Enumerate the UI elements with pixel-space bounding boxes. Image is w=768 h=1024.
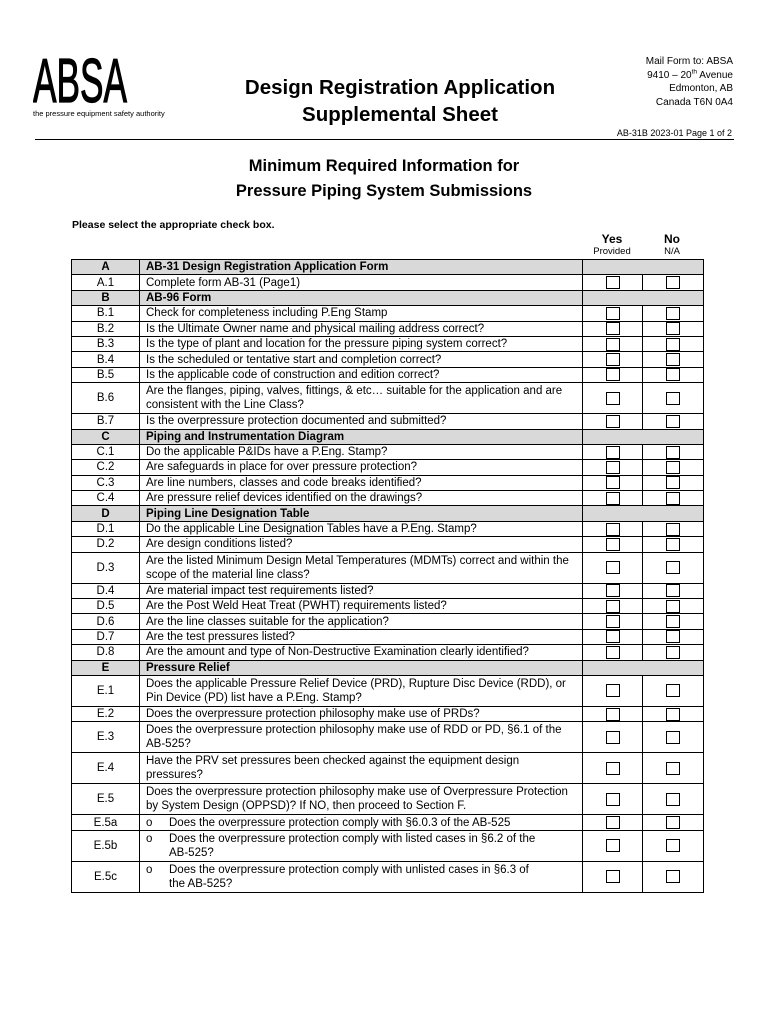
yes-cell [583, 383, 643, 414]
yes-checkbox[interactable] [606, 600, 620, 613]
no-checkbox[interactable] [666, 415, 680, 428]
item-code: E.2 [72, 706, 140, 721]
checklist-row [72, 675, 704, 706]
yes-checkbox[interactable] [606, 276, 620, 289]
item-text: Are line numbers, classes and code breaks identified? [140, 475, 583, 490]
item-text: Complete form AB-31 (Page1) [140, 275, 583, 290]
item-code: C.2 [72, 460, 140, 475]
item-text: Are design conditions listed? [140, 537, 583, 552]
yes-cell [583, 321, 643, 336]
no-cell [643, 552, 704, 583]
yes-cell [583, 722, 643, 753]
section-filler [583, 429, 704, 444]
yes-cell [583, 552, 643, 583]
page-title: Design Registration Application Supplemental Sheet [244, 76, 556, 126]
section-title: Piping Line Designation Table [140, 506, 583, 521]
item-code: D.4 [72, 583, 140, 598]
bullet-icon: o [146, 816, 153, 829]
checklist-row [72, 491, 704, 506]
no-cell [643, 830, 704, 861]
item-code: D.8 [72, 645, 140, 660]
section-header-row [72, 506, 704, 521]
item-code: C.1 [72, 444, 140, 459]
yes-checkbox[interactable] [606, 307, 620, 320]
yes-checkbox[interactable] [606, 708, 620, 721]
no-cell [643, 753, 704, 784]
checklist-row [72, 306, 704, 321]
no-checkbox[interactable] [666, 446, 680, 459]
yes-cell [583, 367, 643, 382]
yes-checkbox[interactable] [606, 870, 620, 883]
item-code: B.1 [72, 306, 140, 321]
no-cell [643, 722, 704, 753]
no-checkbox[interactable] [666, 492, 680, 505]
item-code: E.3 [72, 722, 140, 753]
no-cell [643, 460, 704, 475]
item-text: Is the scheduled or tentative start and completion correct? [140, 352, 583, 367]
no-cell [643, 521, 704, 536]
yes-cell [583, 460, 643, 475]
checklist-row [72, 614, 704, 629]
no-column-header: No N/A [664, 232, 680, 257]
item-text: o Does the overpressure protection comply with unlisted cases in §6.3 of the AB-525? [140, 861, 583, 892]
yes-cell [583, 444, 643, 459]
yes-cell [583, 275, 643, 290]
section-code: D [72, 506, 140, 521]
item-code: E.5c [72, 861, 140, 892]
yes-column-header: Yes Provided [593, 232, 631, 257]
checklist-row [72, 599, 704, 614]
no-checkbox[interactable] [666, 276, 680, 289]
no-checkbox[interactable] [666, 368, 680, 381]
no-checkbox[interactable] [666, 561, 680, 574]
no-checkbox[interactable] [666, 322, 680, 335]
yes-cell [583, 491, 643, 506]
item-text: Are the line classes suitable for the application? [140, 614, 583, 629]
checklist-row [72, 722, 704, 753]
item-text: Have the PRV set pressures been checked against the equipment design pressures? [140, 753, 583, 784]
no-checkbox[interactable] [666, 762, 680, 775]
section-filler [583, 260, 704, 275]
yes-cell [583, 706, 643, 721]
item-code: C.4 [72, 491, 140, 506]
no-cell [643, 475, 704, 490]
checklist-row [72, 753, 704, 784]
no-checkbox[interactable] [666, 392, 680, 405]
yes-cell [583, 521, 643, 536]
item-code: D.3 [72, 552, 140, 583]
item-text: Are pressure relief devices identified on the drawings? [140, 491, 583, 506]
yes-cell [583, 645, 643, 660]
checklist-row [72, 815, 704, 830]
yes-cell [583, 599, 643, 614]
item-text: Do the applicable P&IDs have a P.Eng. Stamp? [140, 444, 583, 459]
checklist-row [72, 352, 704, 367]
item-code: B.6 [72, 383, 140, 414]
bullet-icon: o [146, 863, 153, 876]
item-text: o Does the overpressure protection comply with §6.0.3 of the AB-525 [140, 815, 583, 830]
item-text: Are material impact test requirements listed? [140, 583, 583, 598]
item-text: Are the flanges, piping, valves, fittings, & etc… suitable for the application and are consistent with the Line Class? [140, 383, 583, 414]
checklist-row [72, 414, 704, 429]
yes-cell [583, 675, 643, 706]
section-code: C [72, 429, 140, 444]
section-subtitle: Minimum Required Information for Pressure Piping System Submissions [235, 157, 533, 200]
yes-checkbox[interactable] [606, 762, 620, 775]
checklist-row [72, 784, 704, 815]
no-cell [643, 491, 704, 506]
section-title: AB-96 Form [140, 290, 583, 305]
no-cell [643, 599, 704, 614]
checklist-row [72, 645, 704, 660]
no-checkbox[interactable] [666, 684, 680, 697]
no-checkbox[interactable] [666, 353, 680, 366]
no-cell [643, 537, 704, 552]
logo-tagline: the pressure equipment safety authority [33, 109, 165, 118]
item-text: Are the amount and type of Non-Destructive Examination clearly identified? [140, 645, 583, 660]
bullet-icon: o [146, 832, 153, 845]
item-text: Check for completeness including P.Eng Stamp [140, 306, 583, 321]
yes-checkbox[interactable] [606, 630, 620, 643]
item-text: Does the overpressure protection philosophy make use of RDD or PD, §6.1 of the AB-525? [140, 722, 583, 753]
no-checkbox[interactable] [666, 338, 680, 351]
item-text: Does the applicable Pressure Relief Device (PRD), Rupture Disc Device (RDD), or Pin Device (PD) list have a P.Eng. Stamp? [140, 675, 583, 706]
section-title: AB-31 Design Registration Application Form [140, 260, 583, 275]
section-code: B [72, 290, 140, 305]
yes-cell [583, 414, 643, 429]
yes-cell [583, 629, 643, 644]
yes-checkbox[interactable] [606, 793, 620, 806]
yes-checkbox[interactable] [606, 839, 620, 852]
checklist-row [72, 321, 704, 336]
checklist-row [72, 706, 704, 721]
item-text: Is the type of plant and location for the pressure piping system correct? [140, 336, 583, 351]
yes-checkbox[interactable] [606, 446, 620, 459]
header-divider [35, 139, 734, 140]
checklist-row [72, 583, 704, 598]
checklist-row [72, 552, 704, 583]
item-code: B.7 [72, 414, 140, 429]
checklist-row [72, 275, 704, 290]
no-cell [643, 336, 704, 351]
yes-checkbox[interactable] [606, 392, 620, 405]
mailing-address: Mail Form to: ABSA 9410 – 20th Avenue Edmonton, AB Canada T6N 0A4 [645, 56, 733, 108]
yes-cell [583, 815, 643, 830]
yes-checkbox[interactable] [606, 684, 620, 697]
checklist-row [72, 444, 704, 459]
yes-checkbox[interactable] [606, 476, 620, 489]
no-cell [643, 815, 704, 830]
svg-text:ABSA: ABSA [33, 52, 128, 108]
section-filler [583, 660, 704, 675]
item-text: Does the overpressure protection philosophy make use of PRDs? [140, 706, 583, 721]
no-cell [643, 784, 704, 815]
yes-checkbox[interactable] [606, 338, 620, 351]
no-cell [643, 645, 704, 660]
yes-checkbox[interactable] [606, 461, 620, 474]
yes-checkbox[interactable] [606, 584, 620, 597]
section-header-row [72, 660, 704, 675]
item-text: Is the applicable code of construction and edition correct? [140, 367, 583, 382]
document-number: AB-31B 2023-01 Page 1 of 2 [616, 128, 732, 138]
item-text: Are the listed Minimum Design Metal Temperatures (MDMTs) correct and within the scope of the material line class? [140, 552, 583, 583]
yes-checkbox[interactable] [606, 492, 620, 505]
no-cell [643, 275, 704, 290]
item-code: D.5 [72, 599, 140, 614]
no-checkbox[interactable] [666, 600, 680, 613]
checklist-row [72, 629, 704, 644]
absa-logo-mark [33, 52, 129, 108]
yes-checkbox[interactable] [606, 646, 620, 659]
yes-cell [583, 830, 643, 861]
yes-checkbox[interactable] [606, 322, 620, 335]
no-checkbox[interactable] [666, 307, 680, 320]
no-cell [643, 629, 704, 644]
checklist-row [72, 521, 704, 536]
absa-logo [33, 52, 183, 108]
checklist-row [72, 383, 704, 414]
no-cell [643, 614, 704, 629]
yes-cell [583, 583, 643, 598]
item-code: C.3 [72, 475, 140, 490]
section-title: Piping and Instrumentation Diagram [140, 429, 583, 444]
section-header-row [72, 429, 704, 444]
yes-checkbox[interactable] [606, 523, 620, 536]
item-text: Are the Post Weld Heat Treat (PWHT) requirements listed? [140, 599, 583, 614]
no-cell [643, 583, 704, 598]
no-cell [643, 321, 704, 336]
yes-cell [583, 336, 643, 351]
item-code: D.6 [72, 614, 140, 629]
item-code: E.4 [72, 753, 140, 784]
no-checkbox[interactable] [666, 839, 680, 852]
yes-cell [583, 753, 643, 784]
yes-cell [583, 614, 643, 629]
no-checkbox[interactable] [666, 630, 680, 643]
yes-cell [583, 537, 643, 552]
no-cell [643, 383, 704, 414]
item-code: D.1 [72, 521, 140, 536]
section-code: A [72, 260, 140, 275]
no-checkbox[interactable] [666, 793, 680, 806]
no-checkbox[interactable] [666, 816, 680, 829]
checklist-row [72, 830, 704, 861]
yes-checkbox[interactable] [606, 538, 620, 551]
yes-checkbox[interactable] [606, 816, 620, 829]
item-code: B.2 [72, 321, 140, 336]
checklist-row [72, 336, 704, 351]
checklist-row [72, 537, 704, 552]
section-header-row [72, 290, 704, 305]
item-text: Are the test pressures listed? [140, 629, 583, 644]
no-checkbox[interactable] [666, 708, 680, 721]
yes-cell [583, 352, 643, 367]
no-cell [643, 675, 704, 706]
item-code: A.1 [72, 275, 140, 290]
item-code: E.1 [72, 675, 140, 706]
item-code: E.5 [72, 784, 140, 815]
no-checkbox[interactable] [666, 538, 680, 551]
item-text: Is the Ultimate Owner name and physical mailing address correct? [140, 321, 583, 336]
section-filler [583, 290, 704, 305]
section-code: E [72, 660, 140, 675]
checklist-row [72, 475, 704, 490]
yes-cell [583, 475, 643, 490]
instruction-text: Please select the appropriate check box. [72, 219, 275, 231]
no-checkbox[interactable] [666, 870, 680, 883]
no-checkbox[interactable] [666, 731, 680, 744]
section-header-row [72, 260, 704, 275]
item-code: B.4 [72, 352, 140, 367]
checklist-table [71, 259, 704, 893]
no-cell [643, 706, 704, 721]
no-checkbox[interactable] [666, 523, 680, 536]
no-cell [643, 444, 704, 459]
no-checkbox[interactable] [666, 584, 680, 597]
yes-checkbox[interactable] [606, 615, 620, 628]
no-cell [643, 414, 704, 429]
yes-checkbox[interactable] [606, 561, 620, 574]
item-text: Are safeguards in place for over pressure protection? [140, 460, 583, 475]
yes-checkbox[interactable] [606, 415, 620, 428]
item-code: B.3 [72, 336, 140, 351]
item-code: E.5b [72, 830, 140, 861]
section-filler [583, 506, 704, 521]
yes-cell [583, 784, 643, 815]
checklist-row [72, 861, 704, 892]
no-cell [643, 352, 704, 367]
item-code: D.2 [72, 537, 140, 552]
item-code: B.5 [72, 367, 140, 382]
item-text: o Does the overpressure protection comply with listed cases in §6.2 of the AB-525? [140, 830, 583, 861]
no-checkbox[interactable] [666, 646, 680, 659]
yes-checkbox[interactable] [606, 353, 620, 366]
item-text: Does the overpressure protection philosophy make use of Overpressure Protection by System Design (OPPSD)? If NO, then proceed to Section F. [140, 784, 583, 815]
yes-checkbox[interactable] [606, 731, 620, 744]
checklist-row [72, 367, 704, 382]
no-cell [643, 367, 704, 382]
no-checkbox[interactable] [666, 615, 680, 628]
no-cell [643, 306, 704, 321]
item-text: Do the applicable Line Designation Tables have a P.Eng. Stamp? [140, 521, 583, 536]
yes-checkbox[interactable] [606, 368, 620, 381]
item-code: D.7 [72, 629, 140, 644]
yes-cell [583, 861, 643, 892]
no-cell [643, 861, 704, 892]
item-code: E.5a [72, 815, 140, 830]
no-checkbox[interactable] [666, 461, 680, 474]
item-text: Is the overpressure protection documented and submitted? [140, 414, 583, 429]
section-title: Pressure Relief [140, 660, 583, 675]
yes-cell [583, 306, 643, 321]
checklist-row [72, 460, 704, 475]
no-checkbox[interactable] [666, 476, 680, 489]
